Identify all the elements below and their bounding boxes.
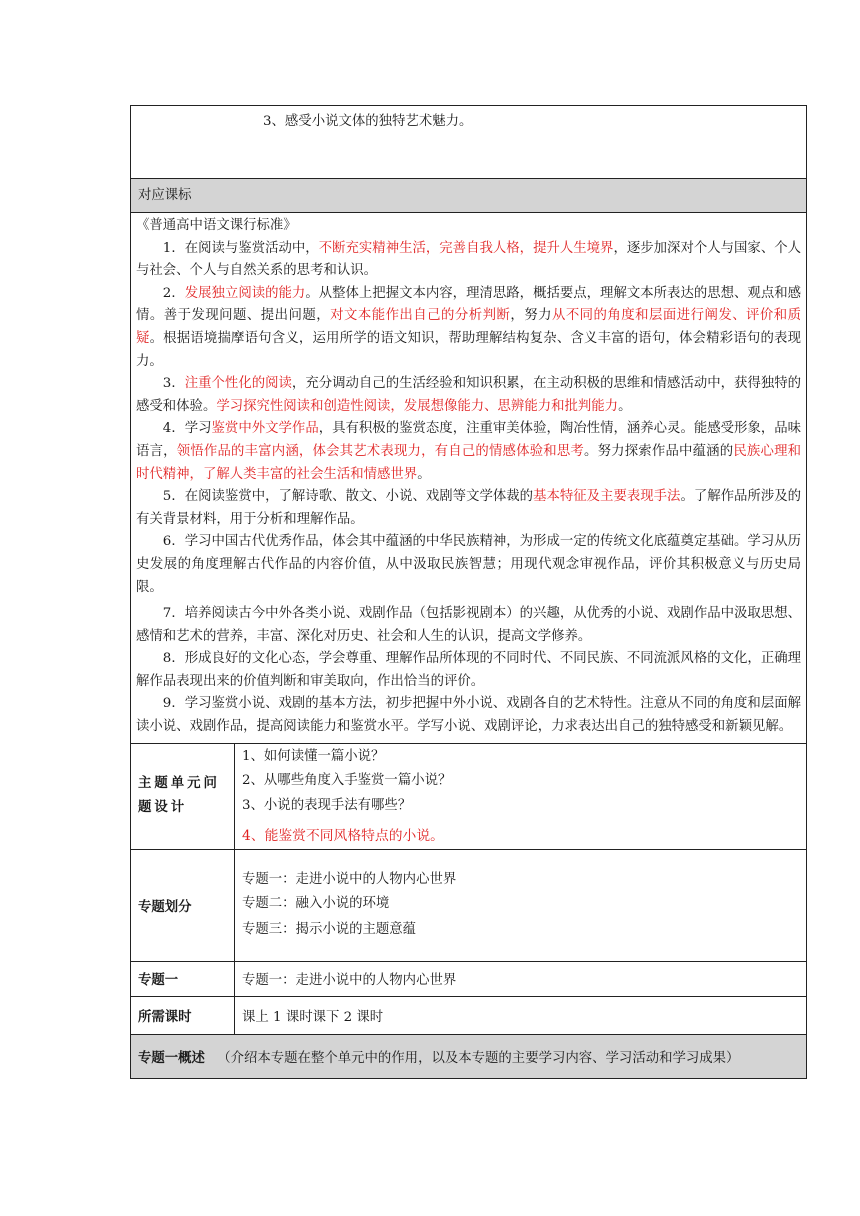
question-item: 1、如何读懂一篇小说？ [242,748,385,764]
hours-row [131,996,807,1034]
topic-item: 专题二：融入小说的环境 [242,896,390,912]
standard-item-1: 1．在阅读与鉴赏活动中，不断充实精神生活，完善自我人格，提升人生境界，逐步加深对个人与国家、个人与社会、个人与自然关系的思考和认识。 [136,240,802,279]
standard-item-6: 6．学习中国古代优秀作品，体会其中蕴涵的中华民族精神，为形成一定的传统文化底蕴奠定基础。学习从历史发展的角度理解古代作品的内容价值，从中汲取民族智慧；用现代观念审视作品，评价其积极意义与历史局限。 [136,534,802,595]
hours-value: 课上 1 课时课下 2 课时 [235,996,807,1034]
standard-item-9: 9．学习鉴赏小说、戏剧的基本方法，初步把握中外小说、戏剧各自的艺术特性。注意从不同的角度和层面解读小说、戏剧作品，提高阅读能力和鉴赏水平。学写小说、戏剧评论，力求表达出自己的独特感受和新颖见解。 [136,696,802,735]
overview-note: （介绍本专题在整个单元中的作用，以及本专题的主要学习内容、学习活动和学习成果） [217,1050,740,1066]
hours-label: 所需课时 [131,996,235,1034]
standards-cell [131,213,807,744]
topic1-row [131,961,807,996]
question-item: 2、从哪些角度入手鉴赏一篇小说？ [242,773,452,789]
overview-cell [131,1034,807,1078]
questions-cell [235,743,807,849]
unit-design-table [130,105,807,1079]
standard-item-7: 7．培养阅读古今中外各类小说、戏剧作品（包括影视剧本）的兴趣，从优秀的小说、戏剧作品中汲取思想、感情和艺术的营养，丰富、深化对历史、社会和人生的认识，提高文学修养。 [136,606,802,644]
topic-item: 专题三：揭示小说的主题意蕴 [242,922,417,938]
standards-header: 对应课标 [131,179,807,213]
questions-label: 主题单元问题设计 [131,743,235,849]
topics-label: 专题划分 [131,849,235,961]
goal-item: 3、感受小说文体的独特艺术魅力。 [263,114,473,129]
standards-header-row [131,179,807,213]
goals-row [131,106,807,179]
standard-item-5: 5．在阅读鉴赏中，了解诗歌、散文、小说、戏剧等文学体裁的基本特征及主要表现手法。了解作品所涉及的有关背景材料，用于分析和理解作品。 [136,489,802,527]
standard-item-3: 3．注重个性化的阅读，充分调动自己的生活经验和知识积累，在主动积极的思维和情感活动中，获得独特的感受和体验。学习探究性阅读和创造性阅读，发展想像能力、思辨能力和批判能力。 [136,376,802,414]
standard-item-2: 2．发展独立阅读的能力。从整体上把握文本内容，理清思路，概括要点，理解文本所表达的思想、观点和感情。善于发现问题、提出问题，对文本能作出自己的分析判断，努力从不同的角度和层面进行阐发、评价和质疑。根据语境揣摩语句含义，运用所学的语文知识，帮助理解结构复杂、含义丰富的语句，体会精彩语句的表现力。 [136,285,802,369]
standards-source: 《普通高中语文课行标准》 [136,218,297,233]
standard-item-4: 4．学习鉴赏中外文学作品，具有积极的鉴赏态度，注重审美体验，陶冶性情，涵养心灵。能感受形象，品味语言，领悟作品的丰富内涵，体会其艺术表现力，有自己的情感体验和思考。努力探索作品中蕴涵的民族心理和时代精神，了解人类丰富的社会生活和情感世界。 [136,421,802,482]
question-item: 3、小说的表现手法有哪些？ [242,797,412,813]
questions-row [131,743,807,849]
topic1-value: 专题一：走进小说中的人物内心世界 [235,961,807,996]
question-item: 4、能鉴赏不同风格特点的小说。 [242,828,444,845]
overview-label: 专题一概述 [138,1050,205,1066]
goals-cell [131,106,807,179]
standards-row [131,213,807,744]
document-page [130,105,806,1079]
topic-item: 专题一：走进小说中的人物内心世界 [242,872,457,888]
topic1-label: 专题一 [131,961,235,996]
topics-row [131,849,807,961]
topics-cell [235,849,807,961]
overview-row [131,1034,807,1078]
standard-item-8: 8．形成良好的文化心态，学会尊重、理解作品所体现的不同时代、不同民族、不同流派风格的文化，正确理解作品表现出来的价值判断和审美取向，作出恰当的评价。 [136,651,802,689]
